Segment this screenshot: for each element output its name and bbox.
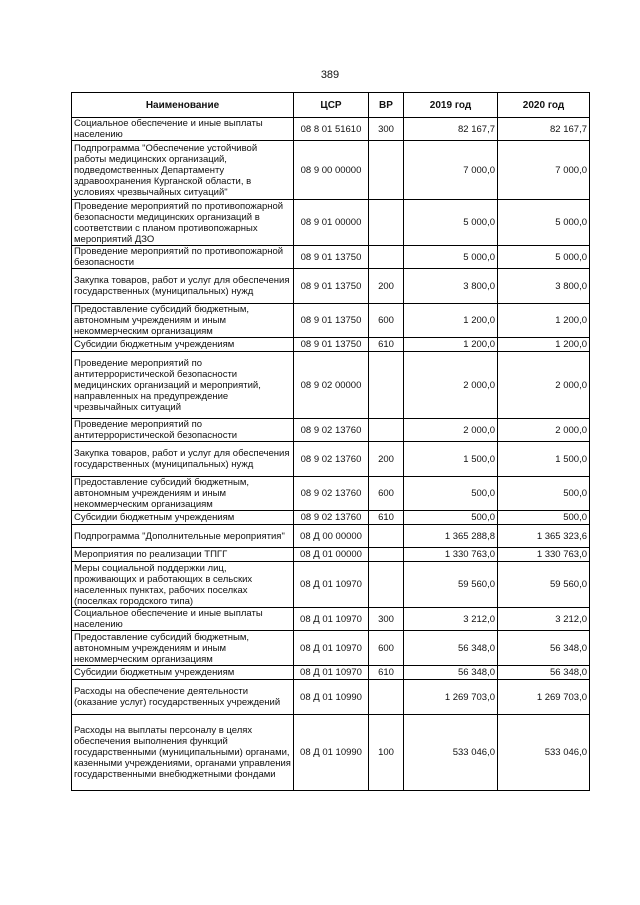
- cell-name: Расходы на выплаты персоналу в целях обеспечения выполнения функций государственными (муниципальными) органами, казенными учреждениями, органами управления государственными внебюджетными фондами: [72, 715, 294, 791]
- cell-y2019: 59 560,0: [404, 562, 498, 608]
- cell-vr: 600: [369, 477, 404, 511]
- cell-y2019: 56 348,0: [404, 666, 498, 680]
- cell-y2019: 1 269 703,0: [404, 680, 498, 715]
- table-row: [72, 680, 590, 715]
- cell-y2019: 3 212,0: [404, 608, 498, 631]
- cell-y2020: 2 000,0: [498, 419, 590, 442]
- table-row: [72, 477, 590, 511]
- cell-csr: 08 9 02 13760: [294, 477, 369, 511]
- cell-vr: 610: [369, 666, 404, 680]
- cell-y2020: 56 348,0: [498, 666, 590, 680]
- cell-csr: 08 9 01 13750: [294, 304, 369, 338]
- cell-vr: [369, 200, 404, 246]
- cell-y2020: 1 365 323,6: [498, 525, 590, 548]
- cell-csr: 08 Д 01 10990: [294, 715, 369, 791]
- cell-y2020: 5 000,0: [498, 200, 590, 246]
- cell-vr: 100: [369, 715, 404, 791]
- cell-y2019: 1 365 288,8: [404, 525, 498, 548]
- cell-csr: 08 8 01 51610: [294, 118, 369, 141]
- cell-vr: 610: [369, 338, 404, 352]
- cell-vr: [369, 525, 404, 548]
- cell-y2020: 1 500,0: [498, 442, 590, 477]
- cell-y2019: 2 000,0: [404, 352, 498, 419]
- table-row: [72, 352, 590, 419]
- table-header-row: [72, 93, 590, 118]
- header-csr: ЦСР: [294, 93, 369, 118]
- table-row: [72, 631, 590, 666]
- cell-y2019: 1 200,0: [404, 304, 498, 338]
- cell-y2019: 2 000,0: [404, 419, 498, 442]
- table-row: [72, 666, 590, 680]
- cell-y2020: 59 560,0: [498, 562, 590, 608]
- cell-name: Проведение мероприятий по антитеррористической безопасности медицинских организаций и мероприятий, направленных на предупреждение чрезвычайных ситуаций: [72, 352, 294, 419]
- cell-name: Подпрограмма "Обеспечение устойчивой работы медицинских организаций, подведомственных Департаменту здравоохранения Курганской области, в условиях чрезвычайных ситуаций": [72, 141, 294, 200]
- table-row: [72, 338, 590, 352]
- cell-y2020: 2 000,0: [498, 352, 590, 419]
- cell-y2019: 500,0: [404, 477, 498, 511]
- cell-vr: 200: [369, 269, 404, 304]
- cell-y2020: 1 200,0: [498, 304, 590, 338]
- cell-y2020: 500,0: [498, 477, 590, 511]
- cell-vr: [369, 562, 404, 608]
- table-row: [72, 715, 590, 791]
- cell-y2020: 7 000,0: [498, 141, 590, 200]
- cell-y2019: 3 800,0: [404, 269, 498, 304]
- table-row: [72, 304, 590, 338]
- cell-y2020: 3 212,0: [498, 608, 590, 631]
- cell-name: Проведение мероприятий по антитеррористической безопасности: [72, 419, 294, 442]
- budget-table: [71, 92, 590, 791]
- cell-vr: 200: [369, 442, 404, 477]
- table-row: [72, 548, 590, 562]
- cell-name: Закупка товаров, работ и услуг для обеспечения государственных (муниципальных) нужд: [72, 442, 294, 477]
- cell-csr: 08 Д 01 00000: [294, 548, 369, 562]
- cell-vr: [369, 141, 404, 200]
- table-row: [72, 246, 590, 269]
- cell-csr: 08 Д 01 10990: [294, 680, 369, 715]
- cell-csr: 08 9 02 13760: [294, 511, 369, 525]
- table-row: [72, 511, 590, 525]
- page-number: 389: [320, 69, 340, 81]
- cell-name: Субсидии бюджетным учреждениям: [72, 511, 294, 525]
- cell-vr: 300: [369, 608, 404, 631]
- cell-name: Проведение мероприятий по противопожарной безопасности медицинских организаций в соответствии с планом противопожарных мероприятий ДЗО: [72, 200, 294, 246]
- header-vr: ВР: [369, 93, 404, 118]
- cell-y2020: 533 046,0: [498, 715, 590, 791]
- cell-vr: [369, 419, 404, 442]
- cell-name: Проведение мероприятий по противопожарной безопасности: [72, 246, 294, 269]
- cell-y2019: 7 000,0: [404, 141, 498, 200]
- cell-csr: 08 9 01 00000: [294, 200, 369, 246]
- cell-csr: 08 Д 01 10970: [294, 666, 369, 680]
- table-row: [72, 608, 590, 631]
- header-2019: 2019 год: [404, 93, 498, 118]
- cell-y2020: 1 269 703,0: [498, 680, 590, 715]
- cell-name: Предоставление субсидий бюджетным, автономным учреждениям и иным некоммерческим организациям: [72, 477, 294, 511]
- cell-vr: 600: [369, 304, 404, 338]
- cell-csr: 08 Д 01 10970: [294, 608, 369, 631]
- header-name: Наименование: [72, 93, 294, 118]
- cell-name: Социальное обеспечение и иные выплаты населению: [72, 118, 294, 141]
- cell-y2019: 1 500,0: [404, 442, 498, 477]
- cell-vr: 610: [369, 511, 404, 525]
- table-row: [72, 269, 590, 304]
- cell-csr: 08 9 02 00000: [294, 352, 369, 419]
- cell-y2019: 56 348,0: [404, 631, 498, 666]
- cell-csr: 08 9 01 13750: [294, 246, 369, 269]
- cell-vr: 600: [369, 631, 404, 666]
- table-row: [72, 525, 590, 548]
- table-body: [72, 118, 590, 791]
- cell-y2020: 5 000,0: [498, 246, 590, 269]
- cell-name: Предоставление субсидий бюджетным, автономным учреждениям и иным некоммерческим организациям: [72, 304, 294, 338]
- header-2020: 2020 год: [498, 93, 590, 118]
- table-row: [72, 419, 590, 442]
- cell-vr: [369, 352, 404, 419]
- cell-vr: [369, 548, 404, 562]
- cell-csr: 08 9 02 13760: [294, 419, 369, 442]
- cell-y2019: 5 000,0: [404, 200, 498, 246]
- cell-csr: 08 Д 00 00000: [294, 525, 369, 548]
- cell-y2019: 500,0: [404, 511, 498, 525]
- cell-y2020: 500,0: [498, 511, 590, 525]
- cell-vr: [369, 246, 404, 269]
- cell-name: Закупка товаров, работ и услуг для обеспечения государственных (муниципальных) нужд: [72, 269, 294, 304]
- cell-y2019: 533 046,0: [404, 715, 498, 791]
- cell-y2020: 56 348,0: [498, 631, 590, 666]
- cell-y2020: 1 330 763,0: [498, 548, 590, 562]
- cell-y2019: 1 330 763,0: [404, 548, 498, 562]
- cell-name: Предоставление субсидий бюджетным, автономным учреждениям и иным некоммерческим организациям: [72, 631, 294, 666]
- cell-y2020: 1 200,0: [498, 338, 590, 352]
- table-row: [72, 562, 590, 608]
- cell-name: Расходы на обеспечение деятельности (оказание услуг) государственных учреждений: [72, 680, 294, 715]
- cell-y2019: 5 000,0: [404, 246, 498, 269]
- cell-csr: 08 9 01 13750: [294, 338, 369, 352]
- cell-y2020: 3 800,0: [498, 269, 590, 304]
- cell-csr: 08 Д 01 10970: [294, 631, 369, 666]
- cell-name: Подпрограмма "Дополнительные мероприятия": [72, 525, 294, 548]
- cell-csr: 08 Д 01 10970: [294, 562, 369, 608]
- cell-y2019: 82 167,7: [404, 118, 498, 141]
- cell-name: Субсидии бюджетным учреждениям: [72, 666, 294, 680]
- cell-csr: 08 9 01 13750: [294, 269, 369, 304]
- table-row: [72, 141, 590, 200]
- cell-name: Социальное обеспечение и иные выплаты населению: [72, 608, 294, 631]
- cell-csr: 08 9 00 00000: [294, 141, 369, 200]
- cell-vr: 300: [369, 118, 404, 141]
- cell-name: Субсидии бюджетным учреждениям: [72, 338, 294, 352]
- table-row: [72, 118, 590, 141]
- cell-csr: 08 9 02 13760: [294, 442, 369, 477]
- table-row: [72, 442, 590, 477]
- cell-vr: [369, 680, 404, 715]
- cell-name: Меры социальной поддержки лиц, проживающих и работающих в сельских населенных пунктах, рабочих поселках (поселках городского типа): [72, 562, 294, 608]
- cell-name: Мероприятия по реализации ТПГГ: [72, 548, 294, 562]
- cell-y2020: 82 167,7: [498, 118, 590, 141]
- table-row: [72, 200, 590, 246]
- cell-y2019: 1 200,0: [404, 338, 498, 352]
